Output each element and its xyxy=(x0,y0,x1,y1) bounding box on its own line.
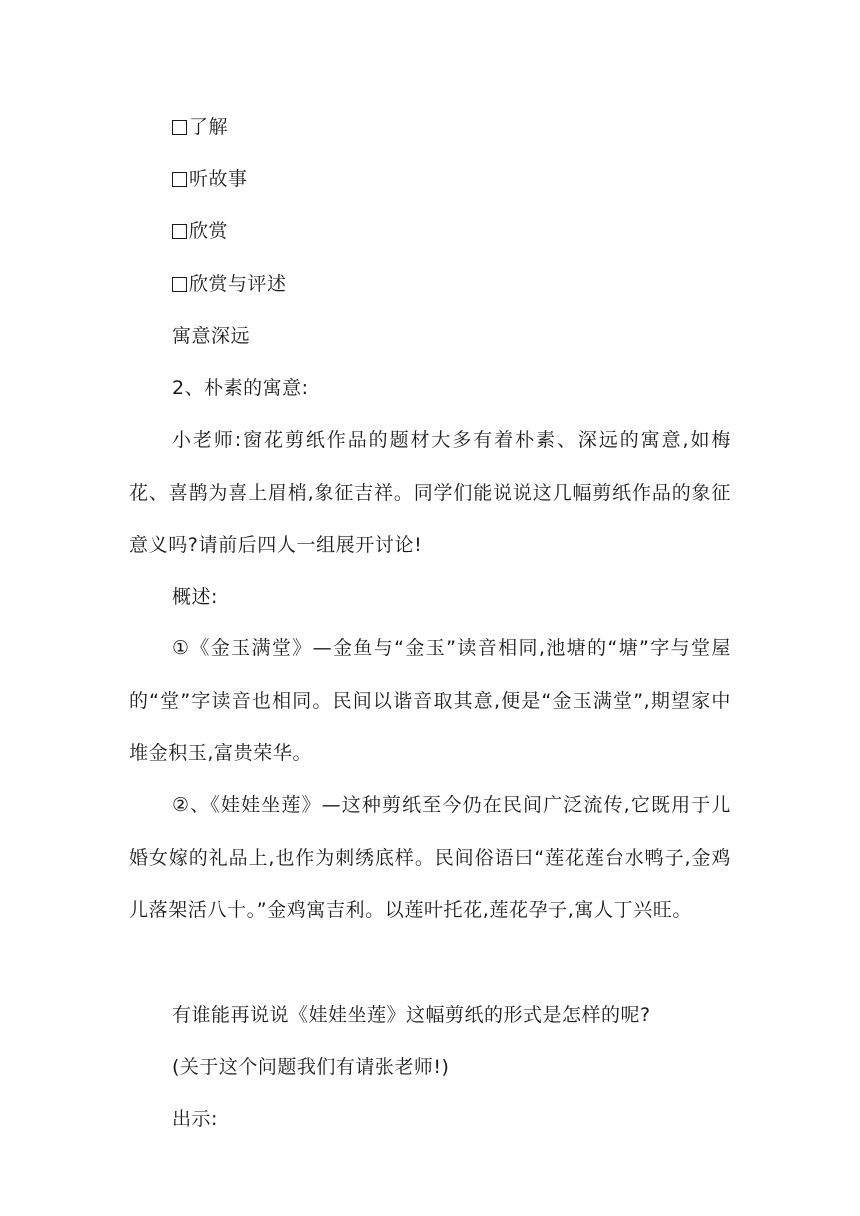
note-line: (关于这个问题我们有请张老师!) xyxy=(172,1056,450,1078)
checkbox-item-appreciate-review xyxy=(172,271,287,297)
overview-label: 概述: xyxy=(172,586,218,608)
paragraph-item-1: ①《金玉满堂》—金鱼与“金玉”读音相同,池塘的“塘”字与堂屋的“堂”字读音也相同。民间以谐音取其意,便是“金玉满堂”,期望家中堆金积玉,富贵荣华。 xyxy=(129,637,731,764)
checkbox-label: 了解 xyxy=(189,116,229,138)
paragraph-item-2: ②、《娃娃坐莲》—这种剪纸至今仍在民间广泛流传,它既用于儿婚女嫁的礼品上,也作为刺绣底样。民间俗语曰“莲花莲台水鸭子,金鸡儿落架活八十。”金鸡寓吉利。以莲叶托花,莲花孕子,寓人丁兴旺。 xyxy=(129,794,731,921)
checkbox-label: 听故事 xyxy=(189,168,248,190)
section-2-title: 2、朴素的寓意: xyxy=(172,377,309,399)
checkbox-item-listen-story xyxy=(172,166,248,192)
checkbox-label: 欣赏 xyxy=(189,220,229,242)
checkbox-icon xyxy=(172,277,187,292)
checkbox-icon xyxy=(172,120,187,135)
checkbox-icon xyxy=(172,224,187,239)
heading-meaning: 寓意深远 xyxy=(172,325,251,347)
show-label: 出示: xyxy=(172,1108,218,1130)
checkbox-item-appreciate xyxy=(172,218,228,244)
checkbox-icon xyxy=(172,172,187,187)
checkbox-item-understand xyxy=(172,114,228,140)
paragraph-teacher: 小老师:窗花剪纸作品的题材大多有着朴素、深远的寓意,如梅花、喜鹊为喜上眉梢,象征吉祥。同学们能说说这几幅剪纸作品的象征意义吗?请前后四人一组展开讨论! xyxy=(129,429,731,556)
question-line: 有谁能再说说《娃娃坐莲》这幅剪纸的形式是怎样的呢? xyxy=(172,1004,651,1026)
checkbox-label: 欣赏与评述 xyxy=(189,273,287,295)
